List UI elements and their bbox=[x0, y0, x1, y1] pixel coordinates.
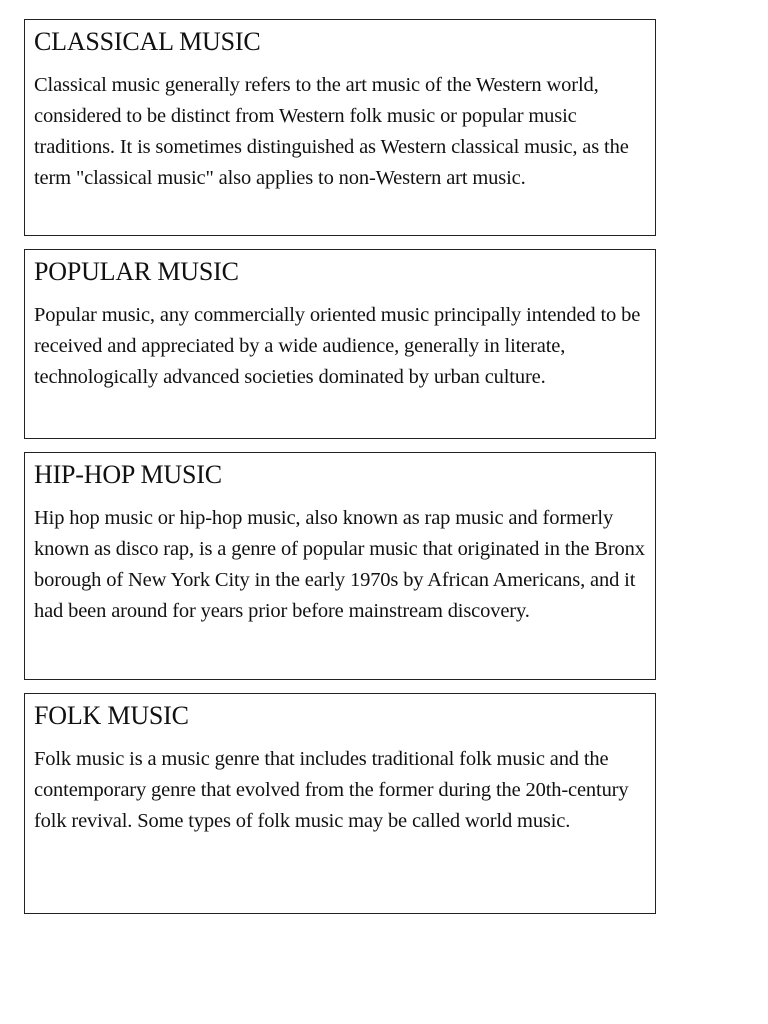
card-title: FOLK MUSIC bbox=[34, 701, 189, 730]
card-description: Folk music is a music genre that includes traditional folk music and the contemporary genre that evolved from the former during the 20th-century folk revival. Some types of folk music may be called world music. bbox=[34, 748, 629, 832]
card-description: Hip hop music or hip-hop music, also known as rap music and formerly known as disco rap, is a genre of popular music that originated in the Bronx borough of New York City in the early 1970s by African Americans, and it had been around for years prior before mainstream discovery. bbox=[34, 507, 645, 622]
card-title: CLASSICAL MUSIC bbox=[34, 27, 261, 56]
popular-music-card bbox=[24, 249, 656, 439]
card-title: HIP-HOP MUSIC bbox=[34, 460, 222, 489]
hip-hop-music-card bbox=[24, 452, 656, 680]
card-title: POPULAR MUSIC bbox=[34, 257, 239, 286]
classical-music-card bbox=[24, 19, 656, 236]
folk-music-card bbox=[24, 693, 656, 914]
card-description: Popular music, any commercially oriented music principally intended to be received and appreciated by a wide audience, generally in literate, technologically advanced societies dominated by urban culture. bbox=[34, 304, 641, 388]
card-description: Classical music generally refers to the art music of the Western world, considered to be distinct from Western folk music or popular music traditions. It is sometimes distinguished as Western classical music, as the term "classical music" also applies to non-Western art music. bbox=[34, 74, 629, 189]
